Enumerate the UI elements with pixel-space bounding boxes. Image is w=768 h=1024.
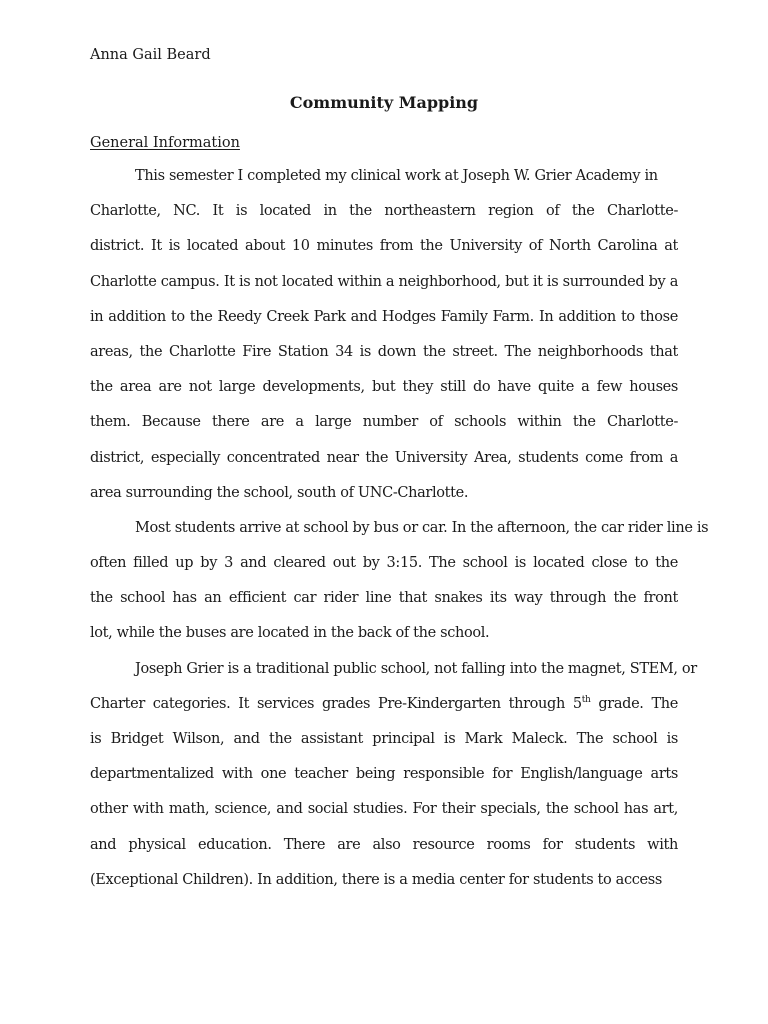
paragraph-line: district. It is located about 10 minutes from the University of North Carolina at: [90, 238, 678, 255]
paragraph-line: area surrounding the school, south of UNC-Charlotte.: [90, 484, 469, 501]
line-text-after: grade. The: [598, 695, 678, 712]
paragraph-line: (Exceptional Children). In addition, there is a media center for students to access: [90, 871, 662, 888]
line-text-before: Charter categories. It services grades Pre-Kindergarten through 5: [90, 695, 582, 712]
paragraph-line: This semester I completed my clinical work at Joseph W. Grier Academy in: [135, 168, 658, 184]
paragraph-line: district, especially concentrated near the University Area, students come from a: [90, 449, 678, 466]
paragraph-line: the school has an efficient car rider line that snakes its way through the front: [90, 590, 678, 607]
section-heading: General Information: [90, 135, 240, 151]
paragraph-line: Joseph Grier is a traditional public school, not falling into the magnet, STEM, or: [135, 660, 697, 677]
paragraph-line: departmentalized with one teacher being responsible for English/language arts: [90, 766, 678, 783]
body-text: [90, 159, 709, 898]
paragraph-line: lot, while the buses are located in the back of the school.: [90, 625, 490, 642]
paragraph-line: Charlotte, NC. It is located in the northeastern region of the Charlotte-: [90, 203, 678, 220]
paragraph-line: Most students arrive at school by bus or car. In the afternoon, the car rider line is: [135, 519, 709, 536]
paragraph-line: and physical education. There are also resource rooms for students with: [90, 836, 678, 853]
paragraph-line: areas, the Charlotte Fire Station 34 is down the street. The neighborhoods that: [90, 343, 678, 360]
ordinal-suffix: th: [581, 694, 591, 705]
author-name: Anna Gail Beard: [90, 47, 211, 63]
paragraph-line: Charlotte campus. It is not located within a neighborhood, but it is surrounded by a: [90, 273, 678, 290]
paragraph-line: [90, 687, 678, 722]
document-title: Community Mapping: [289, 93, 479, 112]
paragraph-line: the area are not large developments, but they still do have quite a few houses: [90, 379, 678, 396]
paragraph-line: in addition to the Reedy Creek Park and Hodges Family Farm. In addition to those: [90, 308, 678, 325]
paragraph-line: other with math, science, and social studies. For their specials, the school has art,: [90, 801, 678, 818]
paragraph-line: is Bridget Wilson, and the assistant principal is Mark Maleck. The school is: [90, 731, 678, 747]
paragraph-line: them. Because there are a large number of schools within the Charlotte-: [90, 414, 678, 431]
paragraph-line: often filled up by 3 and cleared out by 3:15. The school is located close to the: [90, 555, 678, 572]
